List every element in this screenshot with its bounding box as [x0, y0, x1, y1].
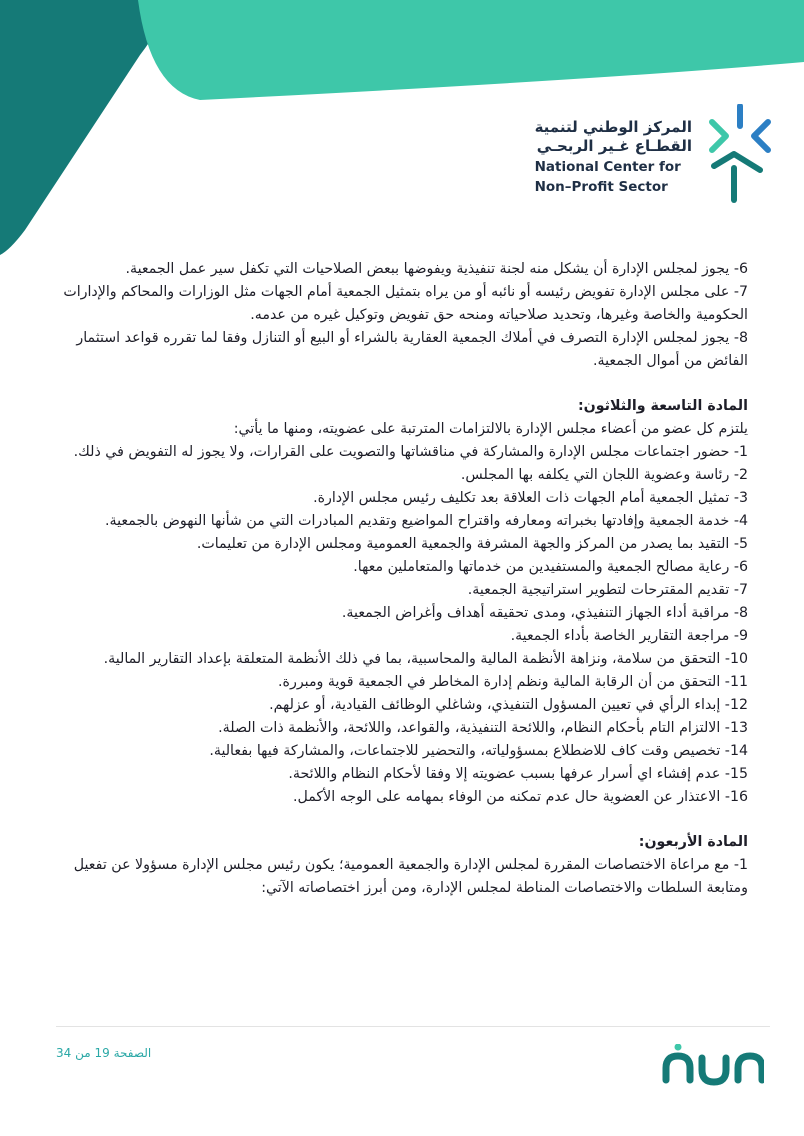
list-item: 3- تمثيل الجمعية أمام الجهات ذات العلاقة بعد تكليف رئيس مجلس الإدارة. — [313, 490, 748, 506]
teal-triangle-shape — [0, 0, 160, 255]
list-item: 13- الالتزام التام بأحكام النظام، واللائحة التنفيذية، والقواعد، واللائحة، والأنظمة ذات الصلة. — [218, 720, 748, 736]
list-item: 9- مراجعة التقارير الخاصة بأداء الجمعية. — [510, 628, 748, 644]
logo-english-line1: National Center for — [534, 159, 681, 175]
noon-brand-logo — [658, 1044, 764, 1090]
article-39-heading: المادة التاسعة والثلاثون: — [577, 398, 748, 414]
list-item: 8- مراقبة أداء الجهاز التنفيذي، ومدى تحقيقه أهداف وأغراض الجمعية. — [341, 605, 748, 621]
list-item: 14- تخصيص وقت كاف للاضطلاع بمسؤولياته، والتحضير للاجتماعات، والمشاركة فيها بفعالية. — [209, 743, 748, 759]
list-item: 12- إبداء الرأي في تعيين المسؤول التنفيذي، وشاغلي الوظائف القيادية، أو عزلهم. — [269, 697, 748, 713]
ncnp-emblem-icon — [704, 104, 774, 204]
list-item: 16- الاعتذار عن العضوية حال عدم تمكنه من الوفاء بمهامه على الوجه الأكمل. — [292, 789, 748, 805]
list-item: 1- مع مراعاة الاختصاصات المقررة لمجلس الإدارة والجمعية العمومية؛ يكون رئيس مجلس الإدارة مسؤولا عن تفعيل ومتابعة السلطات والاختصاصات المناطة لمجلس الإدارة، ومن أبرز اختصاصاته الآتي: — [73, 857, 748, 896]
article-39-intro: يلتزم كل عضو من أعضاء مجلس الإدارة بالالتزامات المترتبة على عضويته، ومنها ما يأتي: — [233, 421, 748, 437]
list-item: 6- يجوز لمجلس الإدارة أن يشكل منه لجنة تنفيذية ويفوضها ببعض الصلاحيات التي تكفل سير عمل الجمعية. — [125, 261, 748, 277]
page-number: الصفحة 19 من 34 — [56, 1046, 152, 1060]
logo-arabic-line2: القطـاع غـير الربحـي — [536, 137, 692, 155]
logo-english-line2: Non–Profit Sector — [534, 179, 668, 195]
organization-logo — [524, 100, 774, 210]
list-item: 6- رعاية مصالح الجمعية والمستفيدين من خدماتها والمتعاملين معها. — [353, 559, 748, 575]
list-item: 1- حضور اجتماعات مجلس الإدارة والمشاركة في مناقشاتها والتصويت على القرارات، ولا يجوز له التفويض في ذلك. — [73, 444, 748, 460]
document-body — [56, 258, 748, 900]
list-item: 2- رئاسة وعضوية اللجان التي يكلفه بها المجلس. — [460, 467, 748, 483]
list-item: 15- عدم إفشاء اي أسرار عرفها بسبب عضويته إلا وفقا لأحكام النظام واللائحة. — [288, 766, 748, 782]
footer-divider — [56, 1026, 770, 1027]
list-item: 10- التحقق من سلامة، ونزاهة الأنظمة المالية والمحاسبية، بما في ذلك الأنظمة المتعلقة بإعداد التقارير المالية. — [103, 651, 748, 667]
logo-arabic-line1: المركز الوطني لتنمية — [534, 118, 692, 136]
list-item: 4- خدمة الجمعية وإفادتها بخبراته ومعارفه واقتراح المواضيع وتقديم المبادرات التي من شأنها النهوض بالجمعية. — [105, 513, 748, 529]
list-item: 7- على مجلس الإدارة تفويض رئيسه أو نائبه أو من يراه بتمثيل الجمعية أمام الجهات مثل الوزارات والمحاكم والإدارات الحكومية والخاصة وغيرها، وتحديد صلاحياته ومنحه حق تفويض وتوكيل غيره من عدمه. — [63, 284, 748, 323]
list-item: 11- التحقق من أن الرقابة المالية ونظم إدارة المخاطر في الجمعية قوية ومبررة. — [278, 674, 748, 690]
list-item: 7- تقديم المقترحات لتطوير استراتيجية الجمعية. — [467, 582, 748, 598]
list-item: 8- يجوز لمجلس الإدارة التصرف في أملاك الجمعية العقارية بالشراء أو البيع أو التنازل وفقا لما تقرره قواعد استثمار الفائض من أموال الجمعية. — [76, 330, 748, 369]
mint-wave-shape — [138, 0, 804, 100]
article-40-heading: المادة الأربعون: — [638, 834, 748, 850]
list-item: 5- التقيد بما يصدر من المركز والجهة المشرفة والجمعية العمومية ومجلس الإدارة من تعليمات. — [196, 536, 748, 552]
